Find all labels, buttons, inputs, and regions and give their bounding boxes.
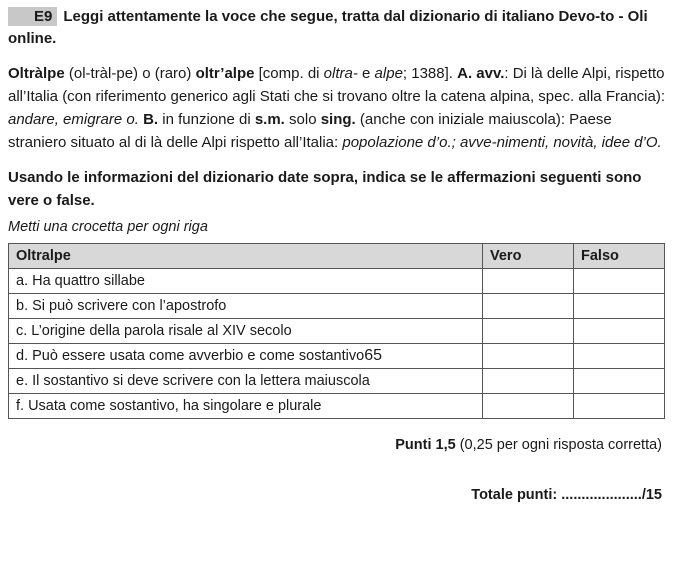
checkbox-false-c[interactable] <box>574 319 665 344</box>
checkbox-false-a[interactable] <box>574 269 665 294</box>
checkbox-false-e[interactable] <box>574 369 665 394</box>
entry-etym-c: e <box>362 65 371 82</box>
entry-sense-b-example: popolazione d’o.; avve-nimenti, novità, idee d’O. <box>342 134 662 151</box>
statement-f: f. Usata come sostantivo, ha singolare e plurale <box>9 394 483 419</box>
statement-d-text: d. Può essere usata come avverbio e come sostantivo <box>16 348 365 364</box>
table-header-row <box>9 244 665 269</box>
table-row <box>9 269 665 294</box>
table-row <box>9 319 665 344</box>
table-row <box>9 369 665 394</box>
table-row <box>9 344 665 369</box>
entry-headword: Oltràlpe <box>8 65 65 82</box>
points-label: Punti 1,5 <box>395 437 456 453</box>
total-max: /15 <box>641 487 662 503</box>
entry-etym-e: ; 1388]. <box>402 65 453 82</box>
entry-etym-a: [comp. di <box>258 65 320 82</box>
total-line <box>8 487 670 503</box>
checkbox-true-f[interactable] <box>483 394 574 419</box>
checkbox-true-c[interactable] <box>483 319 574 344</box>
exercise-page <box>8 6 670 503</box>
statement-c: c. L’origine della parola risale al XIV secolo <box>9 319 483 344</box>
checkbox-true-a[interactable] <box>483 269 574 294</box>
dictionary-entry <box>8 62 670 154</box>
points-detail: (0,25 per ogni risposta corretta) <box>459 437 662 453</box>
exercise-heading <box>8 6 670 50</box>
statement-b: b. Si può scrivere con l’apostrofo <box>9 294 483 319</box>
entry-sense-b-label: B. <box>143 111 159 128</box>
table-row <box>9 394 665 419</box>
exercise-heading-text: Leggi attentamente la voce che segue, tratta dal dizionario di italiano Devo-to - Oli online. <box>8 8 648 47</box>
total-label: Totale punti: <box>471 487 558 503</box>
points-line <box>8 437 670 453</box>
instruction: Usando le informazioni del dizionario date sopra, indica se le affermazioni seguenti sono vere o false. <box>8 169 642 209</box>
col-header-false: Falso <box>574 244 665 269</box>
checkbox-false-b[interactable] <box>574 294 665 319</box>
sub-instruction: Metti una crocetta per ogni riga <box>8 219 208 235</box>
entry-sense-a-text: : Di là delle Alpi, rispetto all’Italia (con riferimento generico agli Stati che si trovano oltre la catena alpina, spec. alla Francia): <box>8 65 665 105</box>
entry-sense-b-text3: (anche con iniziale maiuscola): Paese straniero situato al di là delle Alpi rispetto all’Italia: <box>8 111 612 151</box>
entry-sense-b-sm: s.m. <box>254 111 285 128</box>
entry-etym-d: alpe <box>374 65 403 82</box>
exercise-number: E9 <box>8 7 57 26</box>
entry-sense-a-example: andare, emigrare o. <box>8 111 139 128</box>
checkbox-true-d[interactable] <box>483 344 574 369</box>
total-blank[interactable]: .................... <box>561 487 642 503</box>
checkbox-false-f[interactable] <box>574 394 665 419</box>
entry-sense-a-label: A. avv. <box>457 65 505 82</box>
entry-sense-b-text1: in funzione di <box>162 111 251 128</box>
true-false-table <box>8 243 665 419</box>
checkbox-true-b[interactable] <box>483 294 574 319</box>
entry-etym-b: oltra- <box>323 65 358 82</box>
entry-sense-b-text2: solo <box>289 111 317 128</box>
col-header-true: Vero <box>483 244 574 269</box>
entry-sense-b-sing: sing. <box>320 111 356 128</box>
entry-pronunciation: (ol-tràl-pe) o (raro) <box>68 65 192 82</box>
statement-d <box>9 344 483 369</box>
entry-variant: oltr’alpe <box>195 65 255 82</box>
table-row <box>9 294 665 319</box>
checkbox-true-e[interactable] <box>483 369 574 394</box>
statement-e: e. Il sostantivo si deve scrivere con la lettera maiuscola <box>9 369 483 394</box>
statement-a: a. Ha quattro sillabe <box>9 269 483 294</box>
checkbox-false-d[interactable] <box>574 344 665 369</box>
col-header-item: Oltralpe <box>9 244 483 269</box>
statement-d-extra: 65 <box>364 347 382 364</box>
